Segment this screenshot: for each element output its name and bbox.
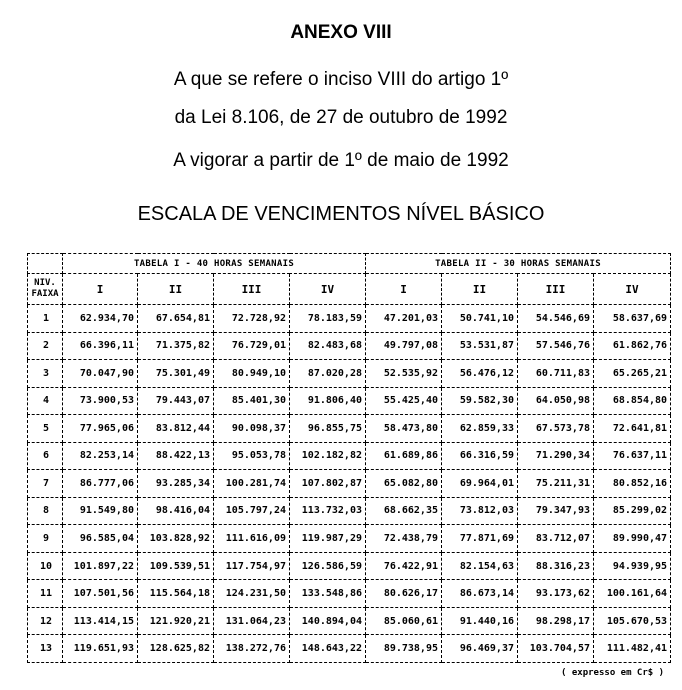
salary-cell: 54.546,69 [518,305,594,333]
salary-cell: 64.050,98 [518,387,594,415]
salary-cell: 80.949,10 [214,360,290,388]
table-row [28,387,671,415]
salary-cell: 95.053,78 [214,442,290,470]
salary-cell: 79.347,93 [518,497,594,525]
salary-cell: 69.964,01 [442,470,518,498]
salary-cell: 68.854,80 [594,387,671,415]
level-cell: 12 [28,607,63,635]
salary-cell: 138.272,76 [214,635,290,663]
salary-cell: 91.440,16 [442,607,518,635]
level-cell: 11 [28,580,63,608]
salary-cell: 66.316,59 [442,442,518,470]
column-header: IV [290,274,366,305]
salary-cell: 61.689,86 [366,442,442,470]
salary-cell: 113.732,03 [290,497,366,525]
salary-cell: 128.625,82 [138,635,214,663]
salary-cell: 76.729,01 [214,332,290,360]
level-cell: 5 [28,415,63,443]
salary-cell: 105.670,53 [594,607,671,635]
level-column-header [28,274,63,305]
salary-cell: 83.712,07 [518,525,594,553]
salary-cell: 77.871,69 [442,525,518,553]
salary-cell: 65.082,80 [366,470,442,498]
level-cell: 3 [28,360,63,388]
salary-cell: 124.231,50 [214,580,290,608]
table-row [28,580,671,608]
group-header-40h: TABELA I - 40 HORAS SEMANAIS [63,254,366,274]
salary-cell: 85.401,30 [214,387,290,415]
salary-cell: 67.573,78 [518,415,594,443]
column-header: III [518,274,594,305]
effective-date-line: A vigorar a partir de 1º de maio de 1992 [173,150,509,171]
salary-cell: 82.154,63 [442,552,518,580]
salary-cell: 61.862,76 [594,332,671,360]
salary-cell: 72.641,81 [594,415,671,443]
salary-cell: 76.637,11 [594,442,671,470]
salary-cell: 80.626,17 [366,580,442,608]
salary-cell: 71.290,34 [518,442,594,470]
salary-cell: 119.987,29 [290,525,366,553]
salary-cell: 93.173,62 [518,580,594,608]
salary-cell: 109.539,51 [138,552,214,580]
salary-cell: 94.939,95 [594,552,671,580]
salary-cell: 103.828,92 [138,525,214,553]
annex-title: ANEXO VIII [290,22,392,43]
currency-note: ( expresso em Cr$ ) [561,668,664,678]
salary-cell: 102.182,82 [290,442,366,470]
salary-cell: 98.298,17 [518,607,594,635]
salary-cell: 72.728,92 [214,305,290,333]
salary-cell: 117.754,97 [214,552,290,580]
salary-cell: 111.616,09 [214,525,290,553]
salary-cell: 55.425,40 [366,387,442,415]
salary-cell: 85.299,02 [594,497,671,525]
table-row [28,635,671,663]
salary-cell: 78.183,59 [290,305,366,333]
salary-cell: 62.859,33 [442,415,518,443]
table-row [28,442,671,470]
salary-cell: 77.965,06 [63,415,138,443]
salary-cell: 91.549,80 [63,497,138,525]
level-cell: 7 [28,470,63,498]
salary-cell: 115.564,18 [138,580,214,608]
salary-cell: 66.396,11 [63,332,138,360]
salary-cell: 56.476,12 [442,360,518,388]
column-header: II [138,274,214,305]
salary-cell: 60.711,83 [518,360,594,388]
salary-cell: 86.777,06 [63,470,138,498]
salary-cell: 47.201,03 [366,305,442,333]
salary-table [27,253,671,663]
salary-cell: 105.797,24 [214,497,290,525]
salary-cell: 86.673,14 [442,580,518,608]
level-header-line: NIV. FAIXA [31,278,59,299]
salary-cell: 59.582,30 [442,387,518,415]
salary-cell: 65.265,21 [594,360,671,388]
salary-cell: 52.535,92 [366,360,442,388]
salary-cell: 126.586,59 [290,552,366,580]
salary-cell: 93.285,34 [138,470,214,498]
reference-line-2: da Lei 8.106, de 27 de outubro de 1992 [174,107,508,128]
salary-cell: 121.920,21 [138,607,214,635]
salary-table-body [28,305,671,663]
salary-cell: 57.546,76 [518,332,594,360]
salary-cell: 76.422,91 [366,552,442,580]
level-cell: 13 [28,635,63,663]
salary-cell: 89.990,47 [594,525,671,553]
salary-cell: 82.483,68 [290,332,366,360]
salary-cell: 96.469,37 [442,635,518,663]
group-header-spacer [28,254,63,274]
salary-cell: 80.852,16 [594,470,671,498]
salary-cell: 131.064,23 [214,607,290,635]
salary-cell: 89.738,95 [366,635,442,663]
salary-cell: 113.414,15 [63,607,138,635]
salary-cell: 100.161,64 [594,580,671,608]
salary-cell: 100.281,74 [214,470,290,498]
salary-cell: 73.900,53 [63,387,138,415]
table-row [28,305,671,333]
salary-cell: 67.654,81 [138,305,214,333]
salary-cell: 90.098,37 [214,415,290,443]
column-header: I [366,274,442,305]
salary-cell: 98.416,04 [138,497,214,525]
salary-cell: 75.301,49 [138,360,214,388]
salary-cell: 58.637,69 [594,305,671,333]
salary-cell: 62.934,70 [63,305,138,333]
reference-line-1: A que se refere o inciso VIII do artigo 1º [173,69,509,90]
salary-cell: 107.501,56 [63,580,138,608]
table-row [28,552,671,580]
salary-cell: 70.047,90 [63,360,138,388]
table-row [28,332,671,360]
salary-cell: 87.020,28 [290,360,366,388]
salary-cell: 119.651,93 [63,635,138,663]
salary-cell: 49.797,08 [366,332,442,360]
table-row [28,360,671,388]
level-cell: 10 [28,552,63,580]
salary-cell: 101.897,22 [63,552,138,580]
salary-cell: 88.316,23 [518,552,594,580]
table-row [28,497,671,525]
level-cell: 9 [28,525,63,553]
table-row [28,470,671,498]
column-header: IV [594,274,671,305]
salary-cell: 133.548,86 [290,580,366,608]
salary-cell: 148.643,22 [290,635,366,663]
salary-cell: 79.443,07 [138,387,214,415]
salary-cell: 91.806,40 [290,387,366,415]
salary-cell: 82.253,14 [63,442,138,470]
table-column-header-row [28,274,671,305]
table-group-header-row [28,254,671,274]
salary-cell: 50.741,10 [442,305,518,333]
salary-cell: 88.422,13 [138,442,214,470]
salary-cell: 58.473,80 [366,415,442,443]
salary-cell: 53.531,87 [442,332,518,360]
table-row [28,607,671,635]
salary-cell: 83.812,44 [138,415,214,443]
salary-cell: 96.585,04 [63,525,138,553]
scale-heading: ESCALA DE VENCIMENTOS NÍVEL BÁSICO [137,203,545,225]
column-header: III [214,274,290,305]
level-cell: 8 [28,497,63,525]
table-row [28,415,671,443]
salary-cell: 72.438,79 [366,525,442,553]
salary-cell: 75.211,31 [518,470,594,498]
level-cell: 4 [28,387,63,415]
column-header: I [63,274,138,305]
column-header: II [442,274,518,305]
salary-cell: 111.482,41 [594,635,671,663]
table-row [28,525,671,553]
salary-cell: 103.704,57 [518,635,594,663]
salary-cell: 140.894,04 [290,607,366,635]
salary-cell: 71.375,82 [138,332,214,360]
salary-cell: 96.855,75 [290,415,366,443]
salary-cell: 107.802,87 [290,470,366,498]
level-cell: 1 [28,305,63,333]
salary-cell: 73.812,03 [442,497,518,525]
level-cell: 6 [28,442,63,470]
level-cell: 2 [28,332,63,360]
salary-cell: 85.060,61 [366,607,442,635]
salary-cell: 68.662,35 [366,497,442,525]
group-header-30h: TABELA II - 30 HORAS SEMANAIS [366,254,671,274]
